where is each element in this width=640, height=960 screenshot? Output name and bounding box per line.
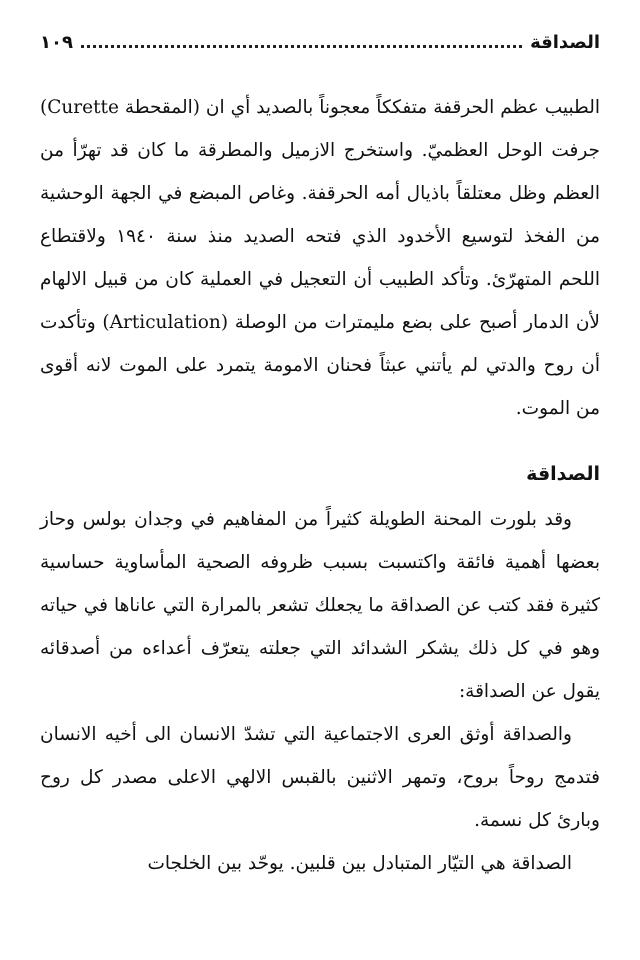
running-header-title: الصداقة [530, 31, 600, 53]
dotted-leader [81, 45, 522, 48]
paragraph: وقد بلورت المحنة الطويلة كثيراً من المفاهيم في وجدان بولس وحاز بعضها أهمية فائقة واكتسبت بسبب ظروفه الصحية المأساوية حساسية كثيرة فقد كتب عن الصداقة ما يجعلك تشعر بالمرارة التي عاناها في حياته وهو في كل ذلك يشكر الشدائد التي جعلته يتعرّف أعداءه من أصدقائه يقول عن الصداقة: [40, 509, 600, 702]
running-header [40, 28, 600, 56]
section-heading: الصداقة [526, 463, 600, 485]
page-number: ١٠٩ [40, 31, 73, 53]
page-body [40, 86, 600, 885]
paragraph: والصداقة أوثق العرى الاجتماعية التي تشدّ الانسان الى أخيه الانسان فتدمج روحاً بروح، وتمهر الاثنين بالقبس الالهي الاعلى مصدر كل روح وبارئ كل نسمة. [40, 724, 600, 831]
paragraph-continued: الطبيب عظم الحرقفة متفككاً معجوناً بالصديد أي ان (المقحطة Curette) جرفت الوحل العظميّ. واستخرج الازميل والمطرقة ما كان قد تهرّأ من العظم وظل معتلقاً باذيال أمه الحرقفة. وغاص المبضع في الجهة الوحشية من الفخذ لتوسيع الأخدود الذي فتحه الصديد منذ سنة ١٩٤٠ ولاقتطاع اللحم المتهرّئ. وتأكد الطبيب أن التعجيل في العملية كان من قبيل الالهام لأن الدمار أصبح على بضع مليمترات من الوصلة (Articulation) وتأكدت أن روح والدتي لم يأتني عبثاً فحنان الامومة يتمرد على الموت لانه أقوى من الموت. [40, 97, 600, 419]
paragraph: الصداقة هي التيّار المتبادل بين قلبين. يوحّد بين الخلجات [147, 853, 572, 874]
